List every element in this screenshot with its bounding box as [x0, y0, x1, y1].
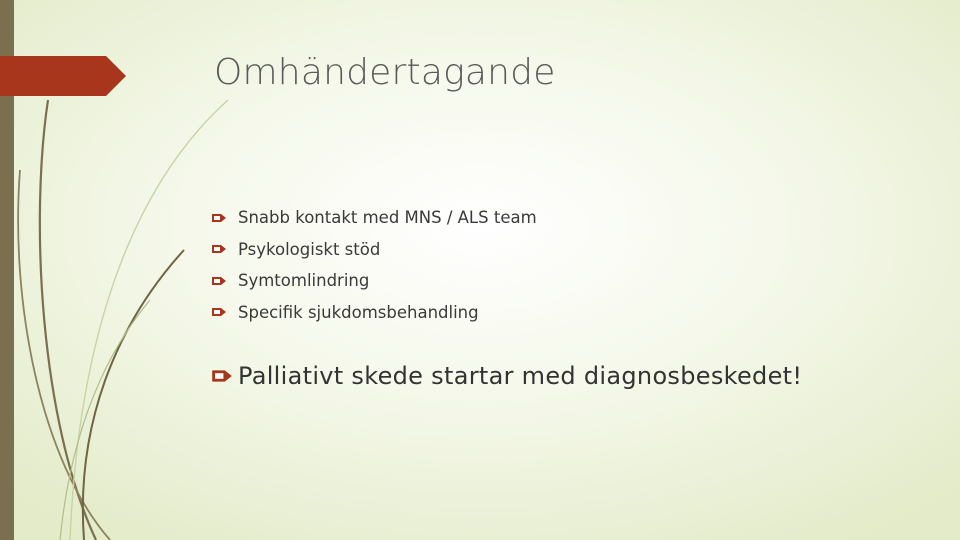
arrow-bullet-icon — [212, 369, 232, 383]
bullet-item — [212, 202, 537, 234]
slide-title: Omhändertagande — [214, 52, 556, 93]
highlight-bullet — [212, 362, 802, 390]
highlight-bullet-text: Palliativt skede startar med diagnosbeskedet! — [238, 362, 803, 390]
bullet-list — [212, 202, 537, 328]
bullet-text: Symtomlindring — [238, 271, 370, 291]
arrow-bullet-icon — [212, 307, 226, 317]
arrow-bullet-icon — [212, 244, 226, 254]
bullet-text: Specifik sjukdomsbehandling — [238, 302, 479, 322]
bullet-text: Snabb kontakt med MNS / ALS team — [238, 208, 537, 228]
arrow-bullet-icon — [212, 213, 226, 223]
bullet-text: Psykologiskt stöd — [238, 239, 381, 259]
bullet-item — [212, 234, 537, 266]
arrow-bullet-icon — [212, 276, 226, 286]
bullet-item — [212, 297, 537, 329]
title-accent-arrow — [0, 56, 126, 96]
bullet-item — [212, 265, 537, 297]
